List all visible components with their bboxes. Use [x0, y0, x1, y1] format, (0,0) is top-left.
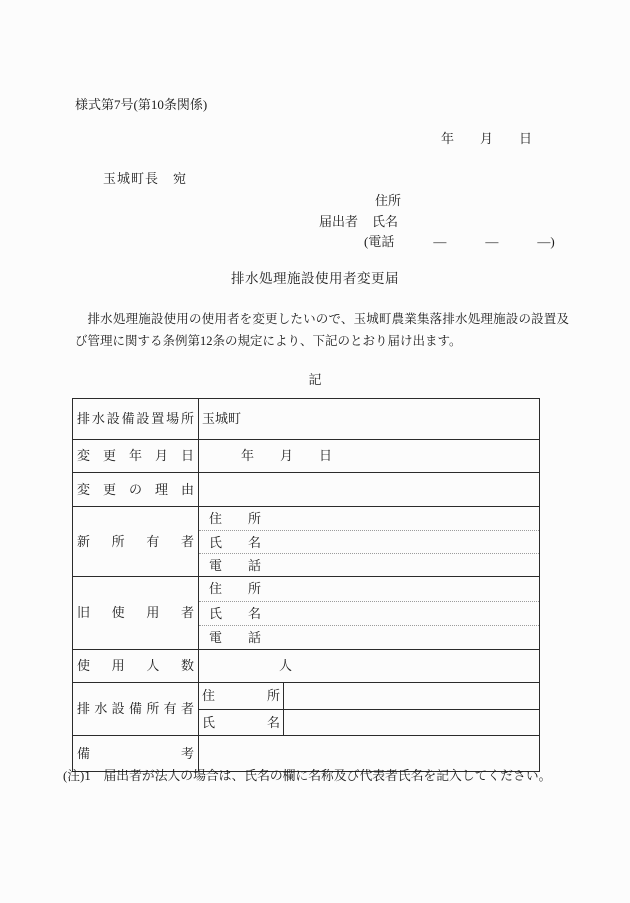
row-value: 年 月 日	[241, 448, 333, 463]
row-value: 玉城町	[202, 411, 242, 426]
sub-value	[284, 710, 539, 735]
sub-row-address: 住 所	[209, 511, 262, 526]
row-label: 排水設備設置場所	[73, 399, 199, 439]
row-label: 新所有者	[73, 507, 199, 576]
row-label: 変更年月日	[73, 440, 199, 472]
footnote: (注)1 届出者が法人の場合は、氏名の欄に名称及び代表者氏名を記入してください。	[63, 769, 552, 783]
table-row-change-date	[73, 439, 539, 472]
body-paragraph: 排水処理施設使用の使用者を変更したいので、玉城町農業集落排水処理施設の設置及び管理に関する条例第12条の規定により、下記のとおり届け出ます。	[75, 312, 569, 348]
table-row-new-owner	[73, 506, 539, 576]
row-label: 排水設備所有者	[73, 683, 199, 735]
row-label: 備考	[73, 736, 199, 771]
sub-row-name	[199, 709, 539, 735]
table-row-equipment-owner	[73, 682, 539, 735]
document-title: 排水処理施設使用者変更届	[231, 271, 399, 286]
row-label: 旧使用者	[73, 577, 199, 649]
sub-row-name: 氏 名	[199, 530, 539, 553]
row-label: 変更の理由	[73, 473, 199, 506]
sub-row-phone: 電 話	[199, 553, 539, 576]
sub-row-address	[199, 683, 539, 709]
ki-heading: 記	[308, 372, 322, 387]
table-row-number-of-users	[73, 649, 539, 682]
name-label: 氏名	[372, 214, 399, 229]
sub-label: 住所	[199, 683, 284, 709]
row-value	[199, 473, 539, 506]
table-row-former-user	[73, 576, 539, 649]
sub-row-address: 住 所	[209, 581, 262, 596]
date-line: 年 月 日	[441, 131, 533, 146]
sub-row-name: 氏 名	[199, 601, 539, 625]
sub-rows	[199, 577, 539, 649]
addressee: 玉城町長 宛	[103, 171, 188, 186]
table-row-change-reason	[73, 472, 539, 506]
submitter-phone-line: (電話 — — —)	[364, 234, 555, 249]
sub-row-phone: 電 話	[199, 625, 539, 649]
sub-rows	[199, 683, 539, 735]
declarant-label: 届出者	[319, 214, 359, 229]
submitter-address-label: 住所	[375, 193, 402, 208]
row-value: 人	[279, 658, 293, 673]
sub-rows	[199, 507, 539, 576]
sub-value	[284, 683, 539, 709]
form-table	[72, 398, 540, 772]
form-number: 様式第7号(第10条関係)	[75, 97, 208, 112]
row-label: 使用人数	[73, 650, 199, 682]
table-row-installation-site	[73, 399, 539, 439]
submitter-name-line	[319, 211, 398, 230]
sub-label: 氏名	[199, 710, 284, 735]
